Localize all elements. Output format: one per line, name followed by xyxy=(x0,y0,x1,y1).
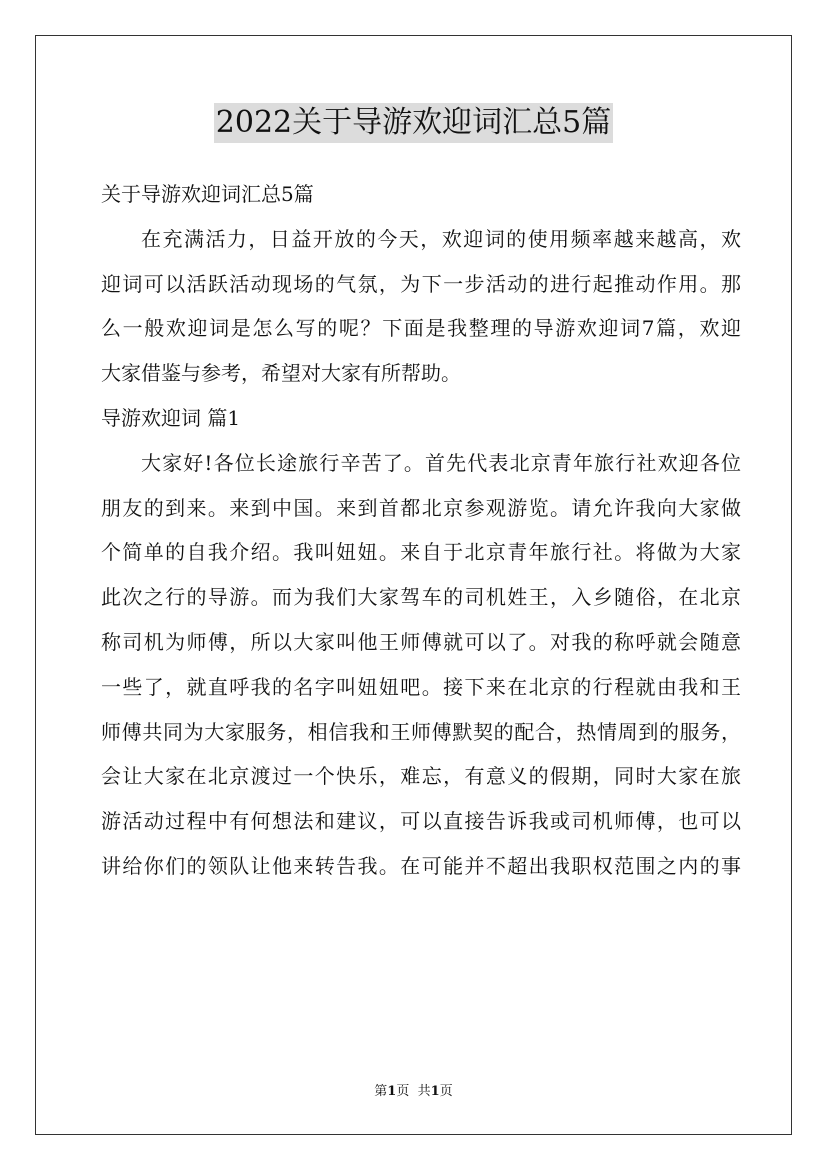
paragraph-line: 会让大家在北京渡过一个快乐，难忘，有意义的假期，同时大家在旅 xyxy=(101,764,741,789)
paragraph-line: 朋友的到来。来到中国。来到首都北京参观游览。请允许我向大家做 xyxy=(101,495,741,520)
total-pages: 1 xyxy=(430,1084,440,1099)
paragraph-line: 称司机为师傅，所以大家叫他王师傅就可以了。对我的称呼就会随意 xyxy=(101,629,741,654)
page-prefix: 第 xyxy=(374,1084,388,1099)
paragraph-line: 大家借鉴与参考，希望对大家有所帮助。 xyxy=(101,361,461,386)
document-title: 2022关于导游欢迎词汇总5篇 xyxy=(214,103,613,143)
document-title-container xyxy=(0,103,827,143)
total-suffix: 页 xyxy=(439,1084,453,1099)
paragraph-line: 此次之行的导游。而为我们大家驾车的司机姓王，入乡随俗，在北京 xyxy=(101,585,741,610)
paragraph-line: 在充满活力，日益开放的今天，欢迎词的使用频率越来越高，欢 xyxy=(141,226,741,251)
paragraph-line: 么一般欢迎词是怎么写的呢？下面是我整理的导游欢迎词7篇，欢迎 xyxy=(101,316,741,341)
total-prefix: 共 xyxy=(417,1084,431,1099)
paragraph-line: 游活动过程中有何想法和建议，可以直接告诉我或司机师傅，也可以 xyxy=(101,809,741,834)
paragraph-line: 迎词可以活跃活动现场的气氛，为下一步活动的进行起推动作用。那 xyxy=(101,271,741,296)
paragraph-line: 一些了，就直呼我的名字叫妞妞吧。接下来在北京的行程就由我和王 xyxy=(101,674,741,699)
paragraph-line: 个简单的自我介绍。我叫妞妞。来自于北京青年旅行社。将做为大家 xyxy=(101,540,741,565)
page-number: 1 xyxy=(387,1084,397,1099)
paragraph-line: 师傅共同为大家服务，相信我和王师傅默契的配合，热情周到的服务， xyxy=(101,719,741,744)
subtitle-line: 关于导游欢迎词汇总5篇 xyxy=(101,182,314,206)
page-footer xyxy=(0,1083,827,1101)
document-body xyxy=(101,176,741,893)
page-suffix: 页 xyxy=(396,1084,410,1099)
section-heading: 导游欢迎词 篇1 xyxy=(101,405,241,430)
paragraph-line: 讲给你们的领队让他来转告我。在可能并不超出我职权范围之内的事 xyxy=(101,853,741,878)
paragraph-line: 大家好!各位长途旅行辛苦了。首先代表北京青年旅行社欢迎各位 xyxy=(141,450,741,475)
